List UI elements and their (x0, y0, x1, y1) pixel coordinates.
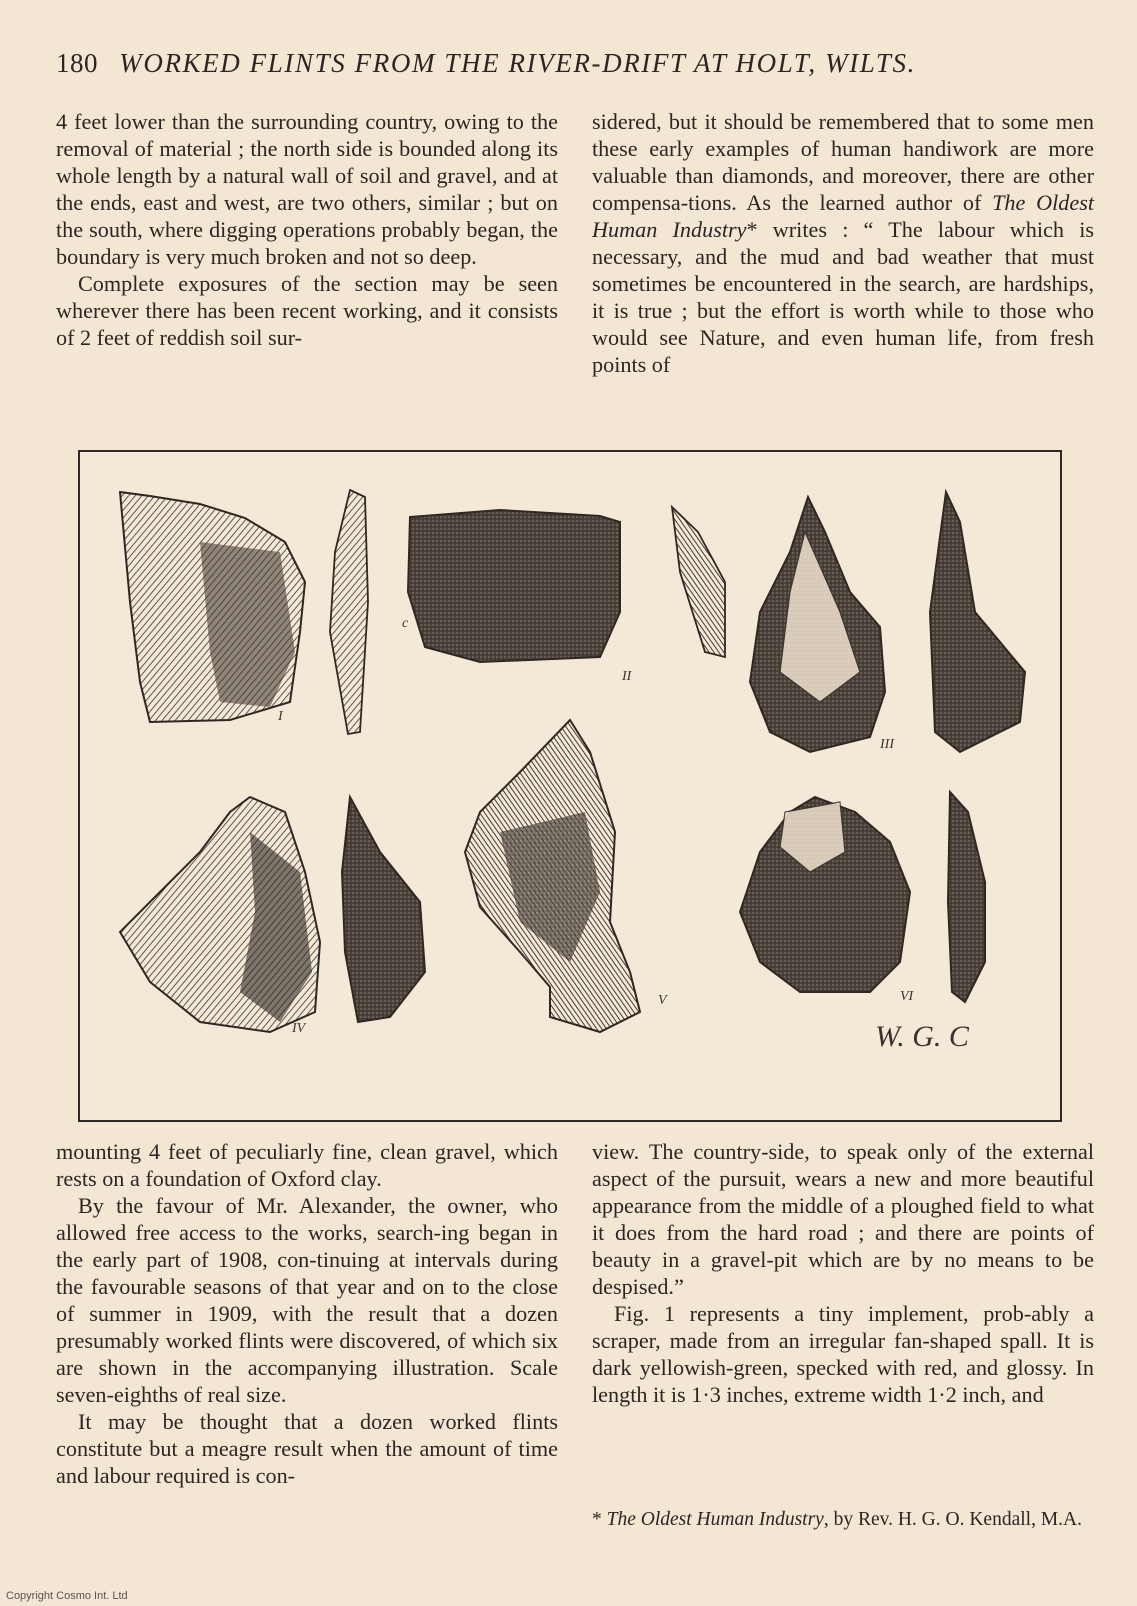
footnote (592, 1508, 1094, 1532)
column-top-right (592, 108, 1094, 378)
flint-I-side (330, 490, 368, 734)
paragraph: By the favour of Mr. Alexander, the owner, who allowed free access to the works, search-ing began in the early part of 1908, con-tinuing at intervals during the favourable seasons of that year and on to the close of summer in 1909, with the result that a dozen presumably worked flints were discovered, of which six are shown in the accompanying illustration. Scale seven-eighths of real size. (56, 1193, 558, 1407)
flint-III-side (930, 492, 1025, 752)
paragraph: view. The country-side, to speak only of the external aspect of the pursuit, wears a new and more beautiful appearance from the middle of a ploughed field to what it does from the hard road ; and there are points of beauty in a gravel-pit which are by no means to be despised.” (592, 1139, 1094, 1299)
column-bottom-right (592, 1138, 1094, 1408)
artist-signature: W. G. C (875, 1020, 969, 1053)
running-header (56, 48, 1056, 79)
copyright-notice: Copyright Cosmo Int. Ltd (6, 1590, 128, 1602)
svg-text:II: II (622, 669, 632, 684)
paragraph: Complete exposures of the section may be seen wherever there has been recent working, and it consists of 2 feet of reddish soil sur- (56, 271, 558, 350)
flint-illustration (78, 450, 1062, 1122)
svg-text:V: V (658, 993, 667, 1008)
column-top-left (56, 108, 558, 351)
book-title: The Oldest Human Industry (592, 190, 1094, 242)
paragraph: It may be thought that a dozen worked flints constitute but a meagre result when the amount of time and labour required is con- (56, 1409, 558, 1488)
paragraph: Fig. 1 represents a tiny implement, prob-ably a scraper, made from an irregular fan-shaped spall. It is dark yellowish-green, specked with red, and glossy. In length it is 1·3 inches, extreme width 1·2 inch, and (592, 1301, 1094, 1407)
footnote-text: , by Rev. H. G. O. Kendall, M.A. (823, 1509, 1082, 1530)
footnote-marker: * (592, 1509, 607, 1530)
running-title: WORKED FLINTS FROM THE RIVER-DRIFT AT HOLT, WILTS. (119, 48, 916, 78)
footnote-book-title: The Oldest Human Industry (606, 1509, 824, 1530)
svg-text:III: III (880, 737, 894, 752)
flint-VI-side (948, 792, 985, 1002)
svg-text:IV: IV (292, 1021, 306, 1036)
paragraph: mounting 4 feet of peculiarly fine, clean gravel, which rests on a foundation of Oxford clay. (56, 1139, 558, 1191)
flint-II (408, 510, 620, 662)
flint-IV-side (342, 797, 425, 1022)
page-number: 180 (56, 48, 98, 78)
text-run: * writes : “ The labour which is necessary, and the mud and bad weather that must sometimes be encountered in the search, are hardships, it is true ; but the effort is worth while to those who would see Nature, and even human life, from fresh points of (592, 217, 1094, 377)
svg-text:I: I (278, 709, 283, 724)
svg-text:c: c (402, 616, 409, 631)
flint-II-side (672, 507, 725, 657)
column-bottom-left (56, 1138, 558, 1489)
svg-text:VI: VI (900, 989, 914, 1004)
paragraph: 4 feet lower than the surrounding country, owing to the removal of material ; the north side is bounded along its whole length by a natural wall of soil and gravel, and at the ends, east and west, are two others, similar ; but on the south, where digging operations probably began, the boundary is very much broken and not so deep. (56, 109, 558, 269)
paragraph (592, 108, 1094, 378)
text-run: sidered, but it should be remembered that to some men these early examples of human handiwork are more valuable than diamonds, and moreover, there are other compensa-tions. As the learned author of (592, 109, 1094, 215)
